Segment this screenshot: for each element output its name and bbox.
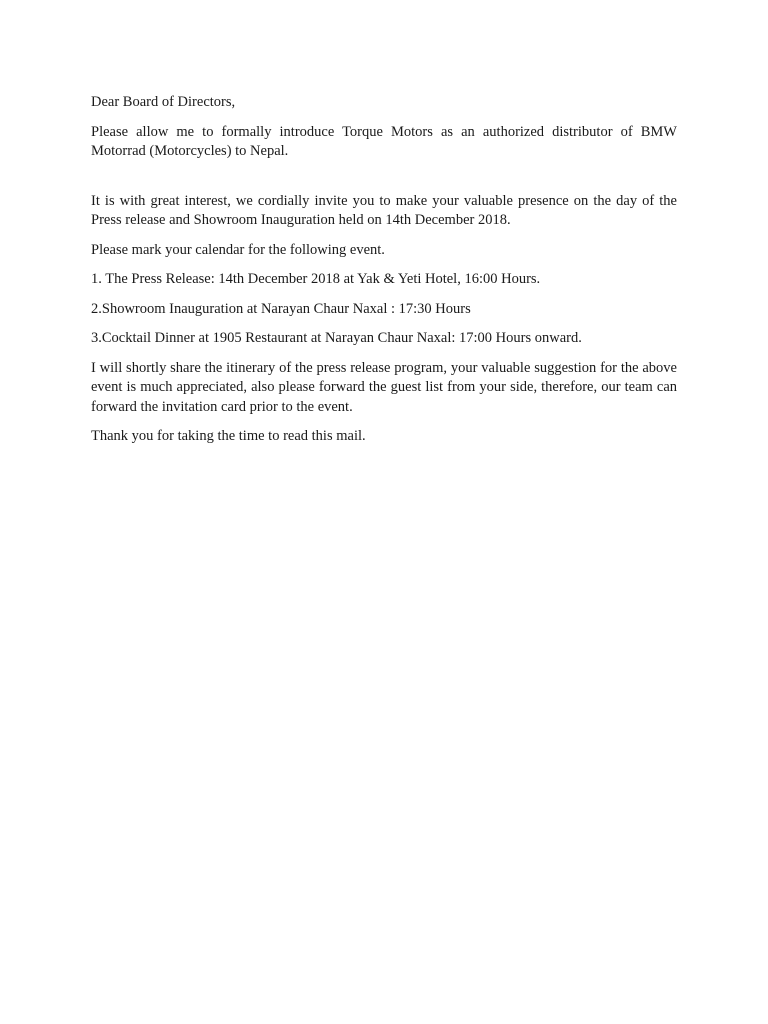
event-item-press-release: 1. The Press Release: 14th December 2018 at Yak & Yeti Hotel, 16:00 Hours. [91,271,541,287]
closing-line: Thank you for taking the time to read this mail. [91,428,366,444]
salutation: Dear Board of Directors, [91,94,236,110]
itinerary-paragraph: I will shortly share the itinerary of the press release program, your valuable suggestion for the above event is much appreciated, also please forward the guest list from your side, therefore, our team can forward the invitation card prior to the event. [91,359,677,415]
intro-paragraph: Please allow me to formally introduce Torque Motors as an authorized distributor of BMW Motorrad (Motorcycles) to Nepal. [91,123,677,159]
event-item-showroom-inauguration: 2.Showroom Inauguration at Narayan Chaur Naxal : 17:30 Hours [91,300,471,317]
calendar-note: Please mark your calendar for the following event. [91,241,385,258]
paragraph-gap [91,172,677,192]
invitation-paragraph: It is with great interest, we cordially invite you to make your valuable presence on the day of the Press release and Showroom Inauguration held on 14th December 2018. [91,192,677,228]
event-item-cocktail-dinner: 3.Cocktail Dinner at 1905 Restaurant at Narayan Chaur Naxal: 17:00 Hours onward. [91,330,582,346]
letter-body [91,93,677,457]
